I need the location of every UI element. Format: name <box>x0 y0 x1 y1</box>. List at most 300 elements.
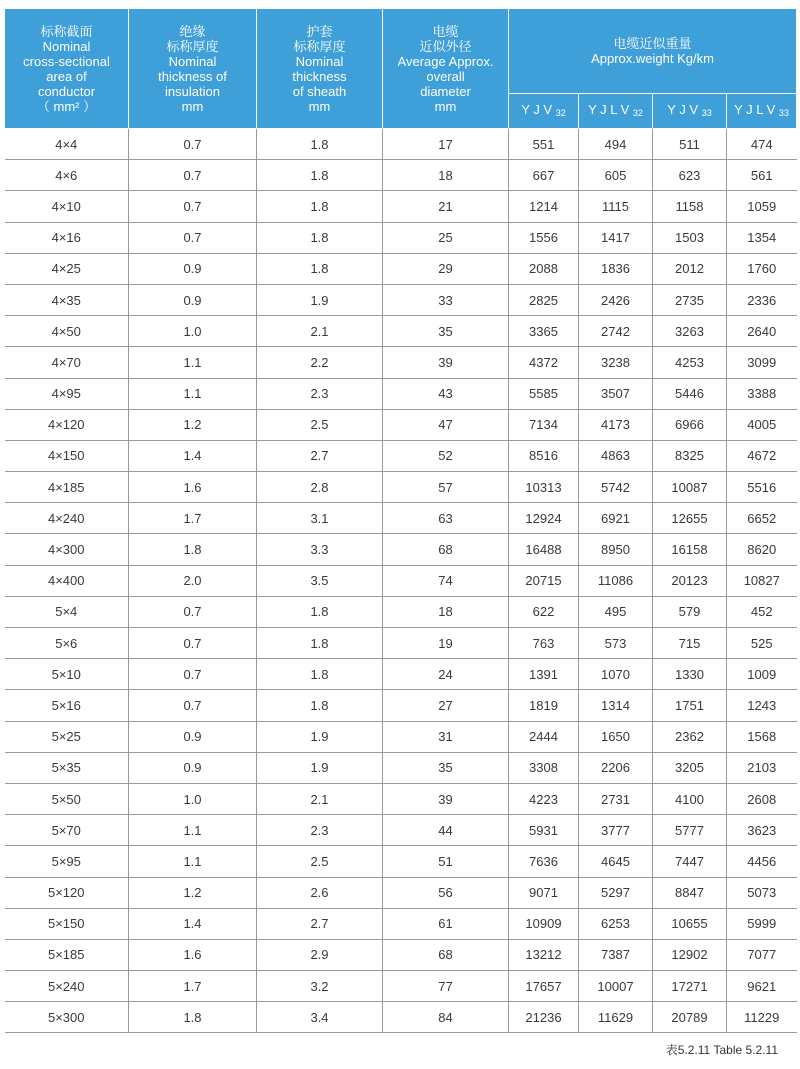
table-body <box>5 129 797 1033</box>
cell-sheath: 1.8 <box>257 222 383 253</box>
cell-cross-section: 4×240 <box>5 503 129 534</box>
cell-yjlv32: 4645 <box>579 846 653 877</box>
cell-sheath: 2.3 <box>257 815 383 846</box>
cell-yjv32: 3365 <box>509 316 579 347</box>
header-cross-section <box>5 9 129 129</box>
cell-insulation: 1.8 <box>129 534 257 565</box>
cell-insulation: 0.7 <box>129 628 257 659</box>
cell-yjv32: 13212 <box>509 939 579 970</box>
cell-insulation: 0.9 <box>129 752 257 783</box>
cell-yjv33: 4100 <box>653 783 727 814</box>
cell-yjlv32: 4173 <box>579 409 653 440</box>
cell-yjv33: 623 <box>653 160 727 191</box>
cell-insulation: 0.7 <box>129 659 257 690</box>
cell-insulation: 1.1 <box>129 347 257 378</box>
cell-cross-section: 5×35 <box>5 752 129 783</box>
cell-yjlv32: 5297 <box>579 877 653 908</box>
cell-yjlv33: 1009 <box>727 659 797 690</box>
cell-diameter: 43 <box>383 378 509 409</box>
header-insulation-thickness <box>129 9 257 129</box>
table-row <box>5 222 797 253</box>
table-row <box>5 939 797 970</box>
cell-sheath: 1.8 <box>257 659 383 690</box>
cell-yjv32: 1391 <box>509 659 579 690</box>
header-line: 近似外径 <box>419 38 472 54</box>
cell-yjv32: 17657 <box>509 971 579 1002</box>
cell-yjlv32: 1314 <box>579 690 653 721</box>
cell-cross-section: 5×70 <box>5 815 129 846</box>
cell-sheath: 3.2 <box>257 971 383 1002</box>
table-row <box>5 378 797 409</box>
cell-diameter: 24 <box>383 659 509 690</box>
header-line: thickness <box>292 68 347 84</box>
header-subcol-yjv33: Y J V 33 <box>653 94 727 129</box>
cell-cross-section: 5×95 <box>5 846 129 877</box>
cell-yjlv32: 2742 <box>579 316 653 347</box>
cell-cross-section: 4×10 <box>5 191 129 222</box>
header-line: mm <box>181 98 204 114</box>
cell-insulation: 0.9 <box>129 721 257 752</box>
cell-cross-section: 4×120 <box>5 409 129 440</box>
cell-insulation: 1.1 <box>129 378 257 409</box>
cell-yjlv32: 11629 <box>579 1002 653 1033</box>
cell-cross-section: 4×35 <box>5 284 129 315</box>
header-line: diameter <box>420 83 471 99</box>
table-row <box>5 846 797 877</box>
cell-yjlv32: 1417 <box>579 222 653 253</box>
cell-yjlv33: 525 <box>727 628 797 659</box>
header-line: cross-sectional <box>23 53 110 69</box>
table-row <box>5 690 797 721</box>
cell-yjv33: 6966 <box>653 409 727 440</box>
table-row <box>5 409 797 440</box>
header-overall-diameter <box>383 9 509 129</box>
cell-yjlv33: 2608 <box>727 783 797 814</box>
cell-yjv32: 10313 <box>509 472 579 503</box>
cell-sheath: 1.8 <box>257 690 383 721</box>
cell-yjlv33: 452 <box>727 596 797 627</box>
table-row <box>5 534 797 565</box>
cell-yjv33: 8325 <box>653 440 727 471</box>
cell-sheath: 3.1 <box>257 503 383 534</box>
cell-yjlv32: 1836 <box>579 253 653 284</box>
cell-yjv33: 1330 <box>653 659 727 690</box>
cell-yjlv32: 11086 <box>579 565 653 596</box>
cell-yjv33: 7447 <box>653 846 727 877</box>
cell-diameter: 35 <box>383 752 509 783</box>
data-table-container <box>4 8 796 1033</box>
cell-insulation: 0.7 <box>129 690 257 721</box>
cell-cross-section: 5×10 <box>5 659 129 690</box>
cell-insulation: 1.4 <box>129 908 257 939</box>
cell-yjlv33: 10827 <box>727 565 797 596</box>
cell-sheath: 1.9 <box>257 721 383 752</box>
cell-diameter: 57 <box>383 472 509 503</box>
cell-insulation: 1.7 <box>129 503 257 534</box>
cell-yjlv33: 474 <box>727 129 797 160</box>
cell-diameter: 31 <box>383 721 509 752</box>
cell-diameter: 39 <box>383 347 509 378</box>
header-line: （ mm² ） <box>36 98 97 114</box>
header-line: 标称截面 <box>40 23 93 39</box>
cell-yjv33: 16158 <box>653 534 727 565</box>
cell-insulation: 1.7 <box>129 971 257 1002</box>
cell-yjlv33: 7077 <box>727 939 797 970</box>
cell-yjlv32: 605 <box>579 160 653 191</box>
header-subcol-yjlv32: Y J L V 32 <box>579 94 653 129</box>
cell-yjv32: 1819 <box>509 690 579 721</box>
header-line: thickness of <box>158 68 227 84</box>
cell-yjv33: 5446 <box>653 378 727 409</box>
cell-yjv33: 715 <box>653 628 727 659</box>
table-row <box>5 908 797 939</box>
cell-yjlv33: 1354 <box>727 222 797 253</box>
cell-yjlv33: 2103 <box>727 752 797 783</box>
table-row <box>5 129 797 160</box>
cell-yjv33: 20789 <box>653 1002 727 1033</box>
header-line: insulation <box>165 83 220 99</box>
cell-cross-section: 4×6 <box>5 160 129 191</box>
cell-cross-section: 5×6 <box>5 628 129 659</box>
cell-insulation: 1.4 <box>129 440 257 471</box>
cell-sheath: 2.7 <box>257 440 383 471</box>
table-caption: 表5.2.11 Table 5.2.11 <box>665 1043 778 1057</box>
header-line: 电缆近似重量 <box>613 36 692 51</box>
cell-yjv32: 2088 <box>509 253 579 284</box>
header-line: Nominal <box>42 38 91 54</box>
header-line: conductor <box>37 83 96 99</box>
cell-sheath: 2.1 <box>257 316 383 347</box>
cell-yjlv33: 3388 <box>727 378 797 409</box>
cell-yjv33: 511 <box>653 129 727 160</box>
cell-yjlv32: 5742 <box>579 472 653 503</box>
cell-cross-section: 4×95 <box>5 378 129 409</box>
cell-yjv33: 1751 <box>653 690 727 721</box>
cell-insulation: 0.9 <box>129 253 257 284</box>
cell-yjlv32: 573 <box>579 628 653 659</box>
cell-cross-section: 4×4 <box>5 129 129 160</box>
cell-sheath: 1.8 <box>257 628 383 659</box>
table-row <box>5 659 797 690</box>
cell-yjv33: 20123 <box>653 565 727 596</box>
header-line: area of <box>46 68 87 84</box>
cell-sheath: 2.5 <box>257 846 383 877</box>
cell-diameter: 68 <box>383 939 509 970</box>
cell-yjv32: 10909 <box>509 908 579 939</box>
table-row <box>5 971 797 1002</box>
cell-yjlv33: 1059 <box>727 191 797 222</box>
table-row <box>5 503 797 534</box>
cell-yjlv32: 2206 <box>579 752 653 783</box>
header-line: mm <box>434 98 457 114</box>
cell-yjlv33: 2336 <box>727 284 797 315</box>
cell-diameter: 29 <box>383 253 509 284</box>
cell-insulation: 1.1 <box>129 846 257 877</box>
table-row <box>5 160 797 191</box>
cell-sheath: 2.7 <box>257 908 383 939</box>
cell-diameter: 77 <box>383 971 509 1002</box>
cell-insulation: 0.7 <box>129 129 257 160</box>
cell-yjlv33: 8620 <box>727 534 797 565</box>
cell-yjv32: 16488 <box>509 534 579 565</box>
header-approx-weight <box>509 9 797 94</box>
cell-diameter: 56 <box>383 877 509 908</box>
cell-sheath: 3.4 <box>257 1002 383 1033</box>
cell-yjlv32: 2731 <box>579 783 653 814</box>
cable-weight-table <box>4 8 797 1033</box>
cell-insulation: 0.9 <box>129 284 257 315</box>
table-row <box>5 815 797 846</box>
cell-yjv32: 4223 <box>509 783 579 814</box>
cell-yjv32: 21236 <box>509 1002 579 1033</box>
cell-diameter: 27 <box>383 690 509 721</box>
cell-diameter: 17 <box>383 129 509 160</box>
cell-yjv33: 17271 <box>653 971 727 1002</box>
table-row <box>5 628 797 659</box>
cell-yjlv33: 9621 <box>727 971 797 1002</box>
cell-cross-section: 4×50 <box>5 316 129 347</box>
cell-sheath: 2.2 <box>257 347 383 378</box>
cell-cross-section: 5×25 <box>5 721 129 752</box>
cell-insulation: 0.7 <box>129 160 257 191</box>
cell-yjv33: 4253 <box>653 347 727 378</box>
cell-yjv33: 5777 <box>653 815 727 846</box>
header-line: overall <box>426 68 465 84</box>
cell-sheath: 1.9 <box>257 752 383 783</box>
cell-cross-section: 5×50 <box>5 783 129 814</box>
cell-yjv32: 763 <box>509 628 579 659</box>
header-subcol-yjlv33: Y J L V 33 <box>727 94 797 129</box>
cell-sheath: 2.6 <box>257 877 383 908</box>
cell-sheath: 2.5 <box>257 409 383 440</box>
cell-diameter: 61 <box>383 908 509 939</box>
cell-sheath: 2.9 <box>257 939 383 970</box>
cell-yjv33: 12655 <box>653 503 727 534</box>
cell-yjlv33: 5073 <box>727 877 797 908</box>
cell-cross-section: 4×16 <box>5 222 129 253</box>
cell-sheath: 1.8 <box>257 129 383 160</box>
table-row <box>5 783 797 814</box>
cell-diameter: 21 <box>383 191 509 222</box>
cell-yjlv32: 4863 <box>579 440 653 471</box>
cell-yjv32: 3308 <box>509 752 579 783</box>
cell-insulation: 0.7 <box>129 596 257 627</box>
table-row <box>5 565 797 596</box>
cell-diameter: 19 <box>383 628 509 659</box>
cell-yjv33: 579 <box>653 596 727 627</box>
cell-sheath: 1.8 <box>257 596 383 627</box>
table-row <box>5 191 797 222</box>
cell-insulation: 1.6 <box>129 939 257 970</box>
cell-insulation: 1.0 <box>129 783 257 814</box>
cell-sheath: 1.9 <box>257 284 383 315</box>
cell-sheath: 1.8 <box>257 253 383 284</box>
cell-insulation: 1.1 <box>129 815 257 846</box>
cell-yjlv32: 3777 <box>579 815 653 846</box>
header-line: mm <box>308 98 331 114</box>
cell-yjv32: 551 <box>509 129 579 160</box>
cell-yjv32: 8516 <box>509 440 579 471</box>
table-row <box>5 752 797 783</box>
cell-yjv33: 3205 <box>653 752 727 783</box>
cell-yjlv33: 4456 <box>727 846 797 877</box>
cell-yjlv33: 1568 <box>727 721 797 752</box>
cell-yjv33: 10655 <box>653 908 727 939</box>
cell-yjv32: 7134 <box>509 409 579 440</box>
cell-yjv32: 9071 <box>509 877 579 908</box>
cell-cross-section: 4×70 <box>5 347 129 378</box>
cell-yjlv33: 5999 <box>727 908 797 939</box>
cell-yjlv32: 10007 <box>579 971 653 1002</box>
header-line: 标称厚度 <box>166 38 219 54</box>
cell-yjlv33: 561 <box>727 160 797 191</box>
cell-yjv32: 4372 <box>509 347 579 378</box>
header-line: 标称厚度 <box>293 38 346 54</box>
cell-yjv32: 5931 <box>509 815 579 846</box>
cell-yjv33: 2012 <box>653 253 727 284</box>
cell-yjv33: 3263 <box>653 316 727 347</box>
cell-yjv32: 1556 <box>509 222 579 253</box>
cell-cross-section: 4×185 <box>5 472 129 503</box>
cell-yjv33: 8847 <box>653 877 727 908</box>
header-sheath-thickness <box>257 9 383 129</box>
table-row <box>5 253 797 284</box>
cell-insulation: 1.0 <box>129 316 257 347</box>
header-line: Average Approx. <box>397 53 494 69</box>
cell-yjv32: 20715 <box>509 565 579 596</box>
cell-diameter: 63 <box>383 503 509 534</box>
cell-diameter: 39 <box>383 783 509 814</box>
cell-yjv32: 5585 <box>509 378 579 409</box>
cell-diameter: 35 <box>383 316 509 347</box>
cell-yjlv32: 3238 <box>579 347 653 378</box>
cell-yjlv33: 4005 <box>727 409 797 440</box>
cell-insulation: 1.2 <box>129 877 257 908</box>
header-line: 电缆 <box>432 23 459 39</box>
table-row <box>5 596 797 627</box>
cell-yjlv33: 3099 <box>727 347 797 378</box>
cell-yjlv33: 6652 <box>727 503 797 534</box>
cell-yjv33: 12902 <box>653 939 727 970</box>
cell-cross-section: 5×185 <box>5 939 129 970</box>
cell-yjlv33: 4672 <box>727 440 797 471</box>
cell-yjv32: 622 <box>509 596 579 627</box>
cell-yjlv33: 11229 <box>727 1002 797 1033</box>
table-row <box>5 472 797 503</box>
cell-yjv33: 1503 <box>653 222 727 253</box>
cell-cross-section: 4×400 <box>5 565 129 596</box>
cell-sheath: 1.8 <box>257 160 383 191</box>
cell-yjlv32: 495 <box>579 596 653 627</box>
cell-diameter: 33 <box>383 284 509 315</box>
table-header <box>5 9 797 129</box>
cell-cross-section: 4×150 <box>5 440 129 471</box>
cell-yjv33: 1158 <box>653 191 727 222</box>
cell-insulation: 0.7 <box>129 222 257 253</box>
table-row <box>5 316 797 347</box>
cell-sheath: 1.8 <box>257 191 383 222</box>
table-row <box>5 440 797 471</box>
cell-diameter: 68 <box>383 534 509 565</box>
cell-sheath: 3.3 <box>257 534 383 565</box>
table-row <box>5 347 797 378</box>
cell-yjv33: 10087 <box>653 472 727 503</box>
cell-insulation: 2.0 <box>129 565 257 596</box>
table-row <box>5 877 797 908</box>
cell-diameter: 18 <box>383 160 509 191</box>
cell-yjv32: 1214 <box>509 191 579 222</box>
cell-cross-section: 5×240 <box>5 971 129 1002</box>
cell-cross-section: 5×4 <box>5 596 129 627</box>
cell-sheath: 2.3 <box>257 378 383 409</box>
cell-yjlv32: 8950 <box>579 534 653 565</box>
cell-sheath: 2.1 <box>257 783 383 814</box>
header-line: 护套 <box>306 23 333 39</box>
cell-yjv32: 2825 <box>509 284 579 315</box>
cell-yjv33: 2735 <box>653 284 727 315</box>
cell-yjv32: 12924 <box>509 503 579 534</box>
cell-yjv32: 2444 <box>509 721 579 752</box>
cell-insulation: 1.2 <box>129 409 257 440</box>
cell-diameter: 52 <box>383 440 509 471</box>
cell-yjlv32: 1650 <box>579 721 653 752</box>
cell-yjlv32: 2426 <box>579 284 653 315</box>
table-row <box>5 284 797 315</box>
cell-yjlv32: 6253 <box>579 908 653 939</box>
cell-yjlv33: 1760 <box>727 253 797 284</box>
cell-diameter: 84 <box>383 1002 509 1033</box>
cell-diameter: 74 <box>383 565 509 596</box>
cell-cross-section: 4×25 <box>5 253 129 284</box>
cell-diameter: 25 <box>383 222 509 253</box>
cell-diameter: 18 <box>383 596 509 627</box>
cell-sheath: 2.8 <box>257 472 383 503</box>
cell-diameter: 51 <box>383 846 509 877</box>
cell-insulation: 0.7 <box>129 191 257 222</box>
cell-cross-section: 5×300 <box>5 1002 129 1033</box>
cell-yjlv33: 2640 <box>727 316 797 347</box>
table-row <box>5 1002 797 1033</box>
cell-cross-section: 5×150 <box>5 908 129 939</box>
cell-insulation: 1.8 <box>129 1002 257 1033</box>
cell-yjlv32: 3507 <box>579 378 653 409</box>
cell-yjlv32: 7387 <box>579 939 653 970</box>
cell-yjlv32: 1115 <box>579 191 653 222</box>
cell-yjlv32: 1070 <box>579 659 653 690</box>
cell-cross-section: 5×16 <box>5 690 129 721</box>
cell-cross-section: 4×300 <box>5 534 129 565</box>
cell-yjlv33: 1243 <box>727 690 797 721</box>
table-row <box>5 721 797 752</box>
cell-sheath: 3.5 <box>257 565 383 596</box>
cell-yjv33: 2362 <box>653 721 727 752</box>
header-line: 绝缘 <box>179 23 206 39</box>
cell-yjlv33: 3623 <box>727 815 797 846</box>
header-subcol-yjv32: Y J V 32 <box>509 94 579 129</box>
cell-diameter: 47 <box>383 409 509 440</box>
header-line: Nominal <box>295 53 344 69</box>
cell-yjlv33: 5516 <box>727 472 797 503</box>
cell-yjlv32: 6921 <box>579 503 653 534</box>
header-line: Approx.weight Kg/km <box>591 51 714 66</box>
header-line: of sheath <box>292 83 347 99</box>
cell-yjlv32: 494 <box>579 129 653 160</box>
cell-yjv32: 667 <box>509 160 579 191</box>
cell-yjv32: 7636 <box>509 846 579 877</box>
header-line: Nominal <box>168 53 217 69</box>
cell-diameter: 44 <box>383 815 509 846</box>
cell-cross-section: 5×120 <box>5 877 129 908</box>
